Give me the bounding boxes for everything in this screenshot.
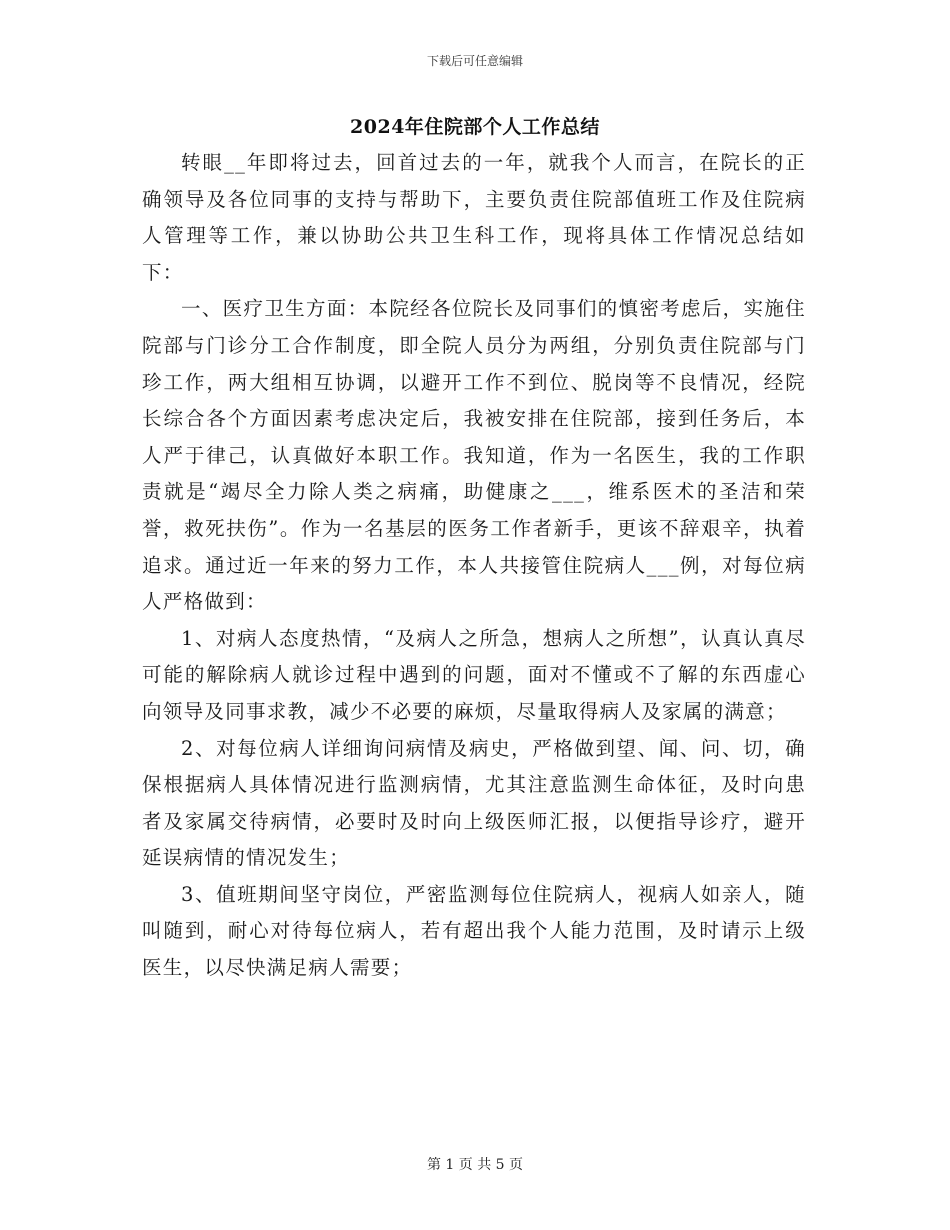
document-title: 2024年住院部个人工作总结 [350, 116, 600, 138]
intro-paragraph: 转眼__年即将过去，回首过去的一年，就我个人而言，在院长的正确领导及各位同事的支持与帮助下，主要负责住院部值班工作及住院病人管理等工作，兼以协助公共卫生科工作，现将具体工作情况总结如下： [142, 151, 807, 284]
list-item-3-paragraph: 3、值班期间坚守岗位，严密监测每位住院病人，视病人如亲人，随叫随到，耐心对待每位病人，若有超出我个人能力范围，及时请示上级医生，以尽快满足病人需要； [142, 882, 806, 980]
list-item-2-paragraph: 2、对每位病人详细询问病情及病史，严格做到望、闻、问、切，确保根据病人具体情况进行监测病情，尤其注意监测生命体征，及时向患者及家属交待病情，必要时及时向上级医师汇报，以便指导诊疗，避开延误病情的情况发生； [142, 736, 806, 870]
page-number: 第 1 页 共 5 页 [426, 1157, 524, 1173]
section-medical-paragraph: 一、医疗卫生方面：本院经各位院长及同事们的慎密考虑后，实施住院部与门诊分工合作制度，即全院人员分为两组，分别负责住院部与门珍工作，两大组相互协调，以避开工作不到位、脱岗等不良情况，经院长综合各个方面因素考虑决定后，我被安排在住院部，接到任务后，本人严于律己，认真做好本职工作。我知道，作为一名医生，我的工作职责就是“竭尽全力除人类之病痛，助健康之___，维系医术的圣洁和荣誉，救死扶伤”。作为一名基层的医务工作者新手，更该不辞艰辛，执着追求。通过近一年来的努力工作，本人共接管住院病人___例，对每位病人严格做到： [142, 297, 806, 614]
page-header: 下载后可任意编辑 [426, 54, 523, 68]
list-item-1-paragraph: 1、对病人态度热情，“及病人之所急，想病人之所想”，认真认真尽可能的解除病人就诊过程中遇到的问题，面对不懂或不了解的东西虚心向领导及同事求教，减少不必要的麻烦，尽量取得病人及家属的满意； [142, 626, 806, 723]
document-body [142, 145, 806, 987]
